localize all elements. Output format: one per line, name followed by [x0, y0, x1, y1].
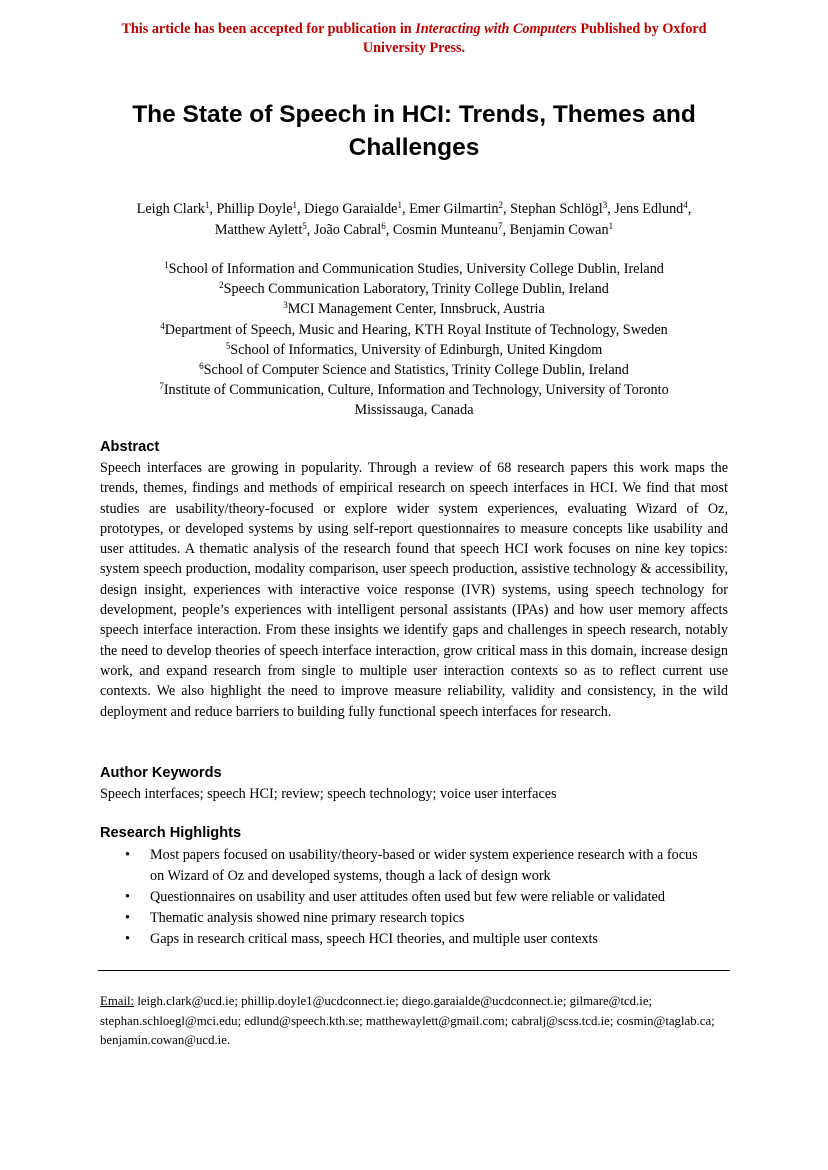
- highlights-list: [100, 845, 728, 950]
- affiliation-number: 3: [283, 300, 288, 311]
- bullet-icon: •: [125, 889, 130, 905]
- affiliation-text: School of Information and Communication Studies, University College Dublin, Ireland: [168, 261, 664, 277]
- author-affiliation-number: 1: [292, 200, 298, 210]
- author: [304, 201, 402, 217]
- notice-text-1: This article has been accepted for publication in: [121, 21, 416, 37]
- bullet-icon: •: [125, 847, 130, 863]
- highlight-item: [100, 845, 728, 887]
- affiliation-number: 5: [225, 340, 231, 351]
- journal-name: Interacting with Computers: [415, 21, 577, 37]
- email-footnote: [100, 992, 728, 1051]
- highlight-item: [100, 908, 728, 929]
- affiliation-number: 7: [159, 381, 164, 392]
- abstract-text: Speech interfaces are growing in popularity. Through a review of 68 research papers this work maps the trends, themes, findings and methods of empirical research on speech interfaces in HCI. We find that most studies are usability/theory-focused or explore wider system experiences, evaluating Wizard of Oz, prototypes, or developed systems by using self-report questionnaires to measure concepts like usability and user attitudes. A thematic analysis of the research found that speech HCI work focuses on nine key topics: system speech production, modality comparison, user speech production, assistive technology & accessibility, design insight, experiences with interactive voice response (IVR) systems, using speech technology for development, people’s experiences with intelligent personal assistants (IPAs) and how user memory affects speech interface interaction. From these insights we identify gaps and challenges in speech research, notably the need to develop theories of speech interface interaction, grow critical mass in this domain, increase design work, and expand research from single to multiple user interaction contexts so as to reflect current use contexts. We also highlight the need to improve measure reliability, validity and consistency, in the wild deployment and reduce barriers to building fully functional speech interfaces for research.: [100, 460, 728, 720]
- author: [314, 222, 386, 238]
- highlight-text: Thematic analysis showed nine primary research topics: [150, 910, 465, 926]
- author: [137, 201, 210, 217]
- keywords-text: Speech interfaces; speech HCI; review; speech technology; voice user interfaces: [100, 786, 557, 802]
- author-affiliation-number: 3: [602, 200, 608, 210]
- author: [393, 222, 503, 238]
- author-affiliation-number: 1: [397, 200, 402, 210]
- abstract-heading: Abstract: [100, 439, 160, 455]
- author-name: Cosmin Munteanu: [392, 221, 499, 238]
- affiliation: [90, 279, 738, 299]
- affiliation: [90, 299, 738, 319]
- footnote-divider: [98, 970, 730, 971]
- highlight-item: [100, 887, 728, 908]
- author-list: Leigh Clark$^1$, Phillip Doyle$^1$, Diego Garaialde$^1$, Emer Gilmartin$^2$, Stephan Schlögl$^3$, Jens Edlund$^4$, Matthew Aylett$^5$, João Cabral$^6$, Cosmin Munteanu$^7$, Benjamin Cowan$^1$: [136, 200, 692, 238]
- author: [215, 222, 307, 238]
- author-affiliation-number: 1: [608, 220, 614, 231]
- author: [510, 222, 613, 238]
- author-affiliation-number: 1: [204, 200, 210, 210]
- highlight-text: Questionnaires on usability and user attitudes often used but few were reliable or validated: [150, 889, 665, 905]
- bullet-icon: •: [125, 931, 130, 947]
- author-name: Jens Edlund: [614, 201, 684, 217]
- affiliation-text: Speech Communication Laboratory, Trinity College Dublin, Ireland: [223, 281, 609, 298]
- highlights-heading: Research Highlights: [100, 825, 242, 841]
- email-label: Email:: [100, 994, 135, 1008]
- author-name: Stephan Schlögl: [510, 201, 603, 217]
- author: [409, 201, 503, 217]
- affiliation-number: 1: [164, 260, 169, 270]
- author: [510, 201, 607, 217]
- highlight-item: [100, 929, 728, 950]
- author: [614, 201, 687, 217]
- affiliation-text: Institute of Communication, Culture, Information and Technology, University of Toronto Mississauga, Canada: [163, 382, 669, 419]
- keywords-heading: Author Keywords: [100, 765, 222, 781]
- author-name: Emer Gilmartin: [409, 201, 499, 217]
- highlight-text: Gaps in research critical mass, speech HCI theories, and multiple user contexts: [150, 931, 598, 947]
- author-name: Benjamin Cowan: [509, 221, 609, 238]
- affiliation-list: [90, 259, 738, 421]
- affiliation-number: 4: [160, 320, 165, 331]
- affiliation: [90, 380, 738, 420]
- author-name: João Cabral: [313, 221, 382, 238]
- author-name: Phillip Doyle: [216, 201, 293, 217]
- affiliation-text: Department of Speech, Music and Hearing, KTH Royal Institute of Technology, Sweden: [164, 321, 668, 338]
- author-name: Matthew Aylett: [214, 221, 303, 238]
- email-addresses: leigh.clark@ucd.ie; phillip.doyle1@ucdconnect.ie; diego.garaialde@ucdconnect.ie; gilmare@tcd.ie; stephan.schloegl@mci.edu; edlund@speech.kth.se; matthewaylett@gmail.com; cabralj@scss.tcd.ie; cosmin@taglab.ca; benjamin.cowan@ucd.ie.: [100, 994, 715, 1047]
- bullet-icon: •: [125, 910, 130, 926]
- author-affiliation-number: 7: [498, 220, 503, 231]
- affiliation-text: MCI Management Center, Innsbruck, Austria: [287, 301, 545, 318]
- author-affiliation-number: 2: [498, 200, 503, 210]
- notice-text-2: Published by Oxford University Press.: [362, 21, 707, 56]
- paper-title: The State of Speech in HCI: Trends, Themes and Challenges: [132, 101, 696, 161]
- highlight-text: Most papers focused on usability/theory-based or wider system experience research with a focus on Wizard of Oz and developed systems, though a lack of design work: [150, 847, 698, 884]
- affiliation-text: School of Informatics, University of Edinburgh, United Kingdom: [230, 341, 603, 358]
- publication-notice: [100, 20, 728, 58]
- affiliation-number: 6: [199, 361, 204, 372]
- affiliation: [90, 360, 738, 380]
- author-affiliation-number: 6: [381, 220, 386, 231]
- author-name: Leigh Clark: [136, 201, 205, 217]
- affiliation: [90, 259, 738, 279]
- affiliation: [90, 320, 738, 340]
- affiliation-number: 2: [219, 280, 224, 291]
- author-affiliation-number: 5: [302, 220, 307, 231]
- author-name: Diego Garaialde: [304, 201, 398, 217]
- affiliation-text: School of Computer Science and Statistics, Trinity College Dublin, Ireland: [203, 362, 629, 379]
- author-affiliation-number: 4: [683, 200, 688, 210]
- affiliation: [90, 340, 738, 360]
- author: [216, 201, 297, 217]
